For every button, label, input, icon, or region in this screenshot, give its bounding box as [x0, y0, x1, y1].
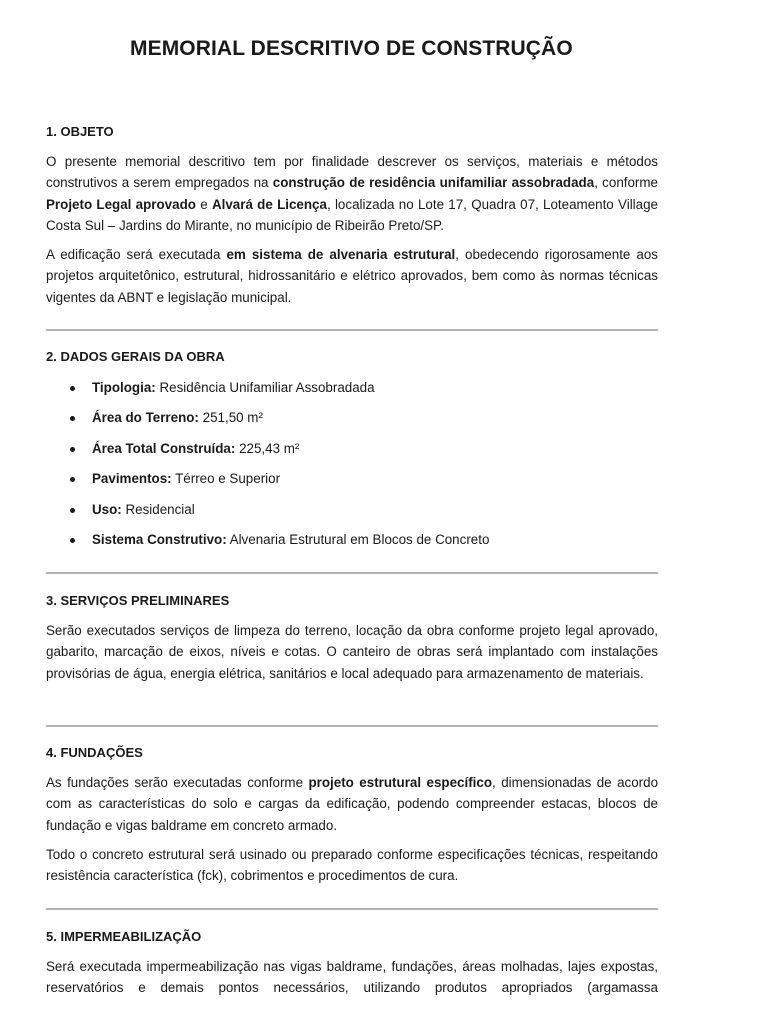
text-run: e: [195, 196, 212, 212]
section-heading: 4. FUNDAÇÕES: [46, 745, 143, 760]
item-value: Residencial: [121, 501, 195, 517]
item-label: Sistema Construtivo:: [92, 531, 227, 547]
section-divider: [46, 329, 658, 331]
section-servicos-preliminares: [46, 593, 658, 684]
item-label: Área Total Construída:: [92, 440, 236, 456]
bullet-icon: [70, 477, 75, 482]
section-divider: [46, 908, 658, 910]
bullet-icon: [70, 508, 75, 513]
list-item: [46, 410, 658, 440]
item-value: Alvenaria Estrutural em Blocos de Concreto: [226, 531, 490, 547]
item-value: 225,43 m²: [235, 440, 300, 456]
list-item: [46, 441, 658, 471]
section-objeto: [46, 124, 658, 308]
text-run: A edificação será executada: [46, 247, 227, 263]
section-impermeabilizacao: [46, 929, 658, 999]
section-divider: [46, 572, 658, 574]
section-divider: [46, 725, 658, 727]
list-item: [46, 502, 658, 532]
bullet-icon: [70, 386, 75, 391]
list-item: [46, 380, 658, 410]
item-label: Pavimentos:: [92, 471, 172, 487]
section-fundacoes: [46, 745, 658, 886]
section-heading: 3. SERVIÇOS PRELIMINARES: [46, 593, 230, 608]
item-label: Área do Terreno:: [92, 410, 199, 426]
text-run: , dimensionadas de acordo com as características do solo e cargas da edificação, podendo compreender estacas, blocos de fundação e vigas baldrame em concreto armado.: [46, 775, 659, 833]
paragraph: Todo o concreto estrutural será usinado ou preparado conforme especificações técnicas, respeitando resistência característica (fck), cobrimentos e procedimentos de cura.: [46, 846, 658, 884]
section-heading: 5. IMPERMEABILIZAÇÃO: [46, 929, 202, 944]
paragraph: [46, 244, 658, 308]
item-label: Uso:: [92, 501, 122, 517]
bold-run: projeto estrutural específico: [308, 775, 493, 790]
bold-run: construção de residência unifamiliar assobradada: [272, 175, 595, 191]
item-value: 251,50 m²: [198, 410, 263, 426]
section-dados-gerais: [46, 349, 658, 562]
list-item: [46, 532, 658, 562]
bold-run: em sistema de alvenaria estrutural: [226, 247, 456, 263]
document-title: MEMORIAL DESCRITIVO DE CONSTRUÇÃO: [130, 37, 573, 60]
section-heading: 1. OBJETO: [46, 124, 114, 139]
text-run: , localizada no Lote 17, Quadra 07, Loteamento Village Costa Sul – Jardins do Mirante, no município de Ribeirão Preto/SP.: [46, 196, 658, 233]
section-heading: 2. DADOS GERAIS DA OBRA: [46, 349, 225, 364]
text-run: O presente memorial descritivo tem por finalidade descrever os serviços, materiais e métodos construtivos a serem empregados na: [46, 154, 658, 191]
list-item: [46, 471, 658, 501]
item-value: Residência Unifamiliar Assobradada: [155, 380, 375, 395]
text-run: As fundações serão executadas conforme: [46, 775, 309, 790]
bullet-icon: [70, 538, 75, 543]
paragraph: [46, 772, 658, 836]
item-value: Térreo e Superior: [171, 471, 281, 487]
bullet-list: [46, 380, 658, 562]
text-run: , obedecendo rigorosamente aos projetos arquitetônico, estrutural, hidrossanitário e elétrico aprovados, bem como às normas técnicas vigentes da ABNT e legislação municipal.: [46, 247, 658, 305]
bullet-icon: [70, 416, 75, 421]
bold-run: Alvará de Licença: [211, 196, 327, 212]
paragraph: [46, 151, 658, 236]
paragraph: Serão executados serviços de limpeza do terreno, locação da obra conforme projeto legal aprovado, gabarito, marcação de eixos, níveis e cotas. O canteiro de obras será implantado com instalações provisórias de água, energia elétrica, sanitários e local adequado para armazenamento de materiais.: [46, 623, 658, 681]
item-label: Tipologia:: [92, 380, 156, 395]
text-run: , conforme: [594, 175, 658, 191]
bullet-icon: [70, 447, 75, 452]
paragraph: Será executada impermeabilização nas vigas baldrame, fundações, áreas molhadas, lajes expostas, reservatórios e demais pontos necessários, utilizando produtos apropriados (argamassa: [46, 959, 658, 996]
bold-run: Projeto Legal aprovado: [46, 196, 196, 212]
